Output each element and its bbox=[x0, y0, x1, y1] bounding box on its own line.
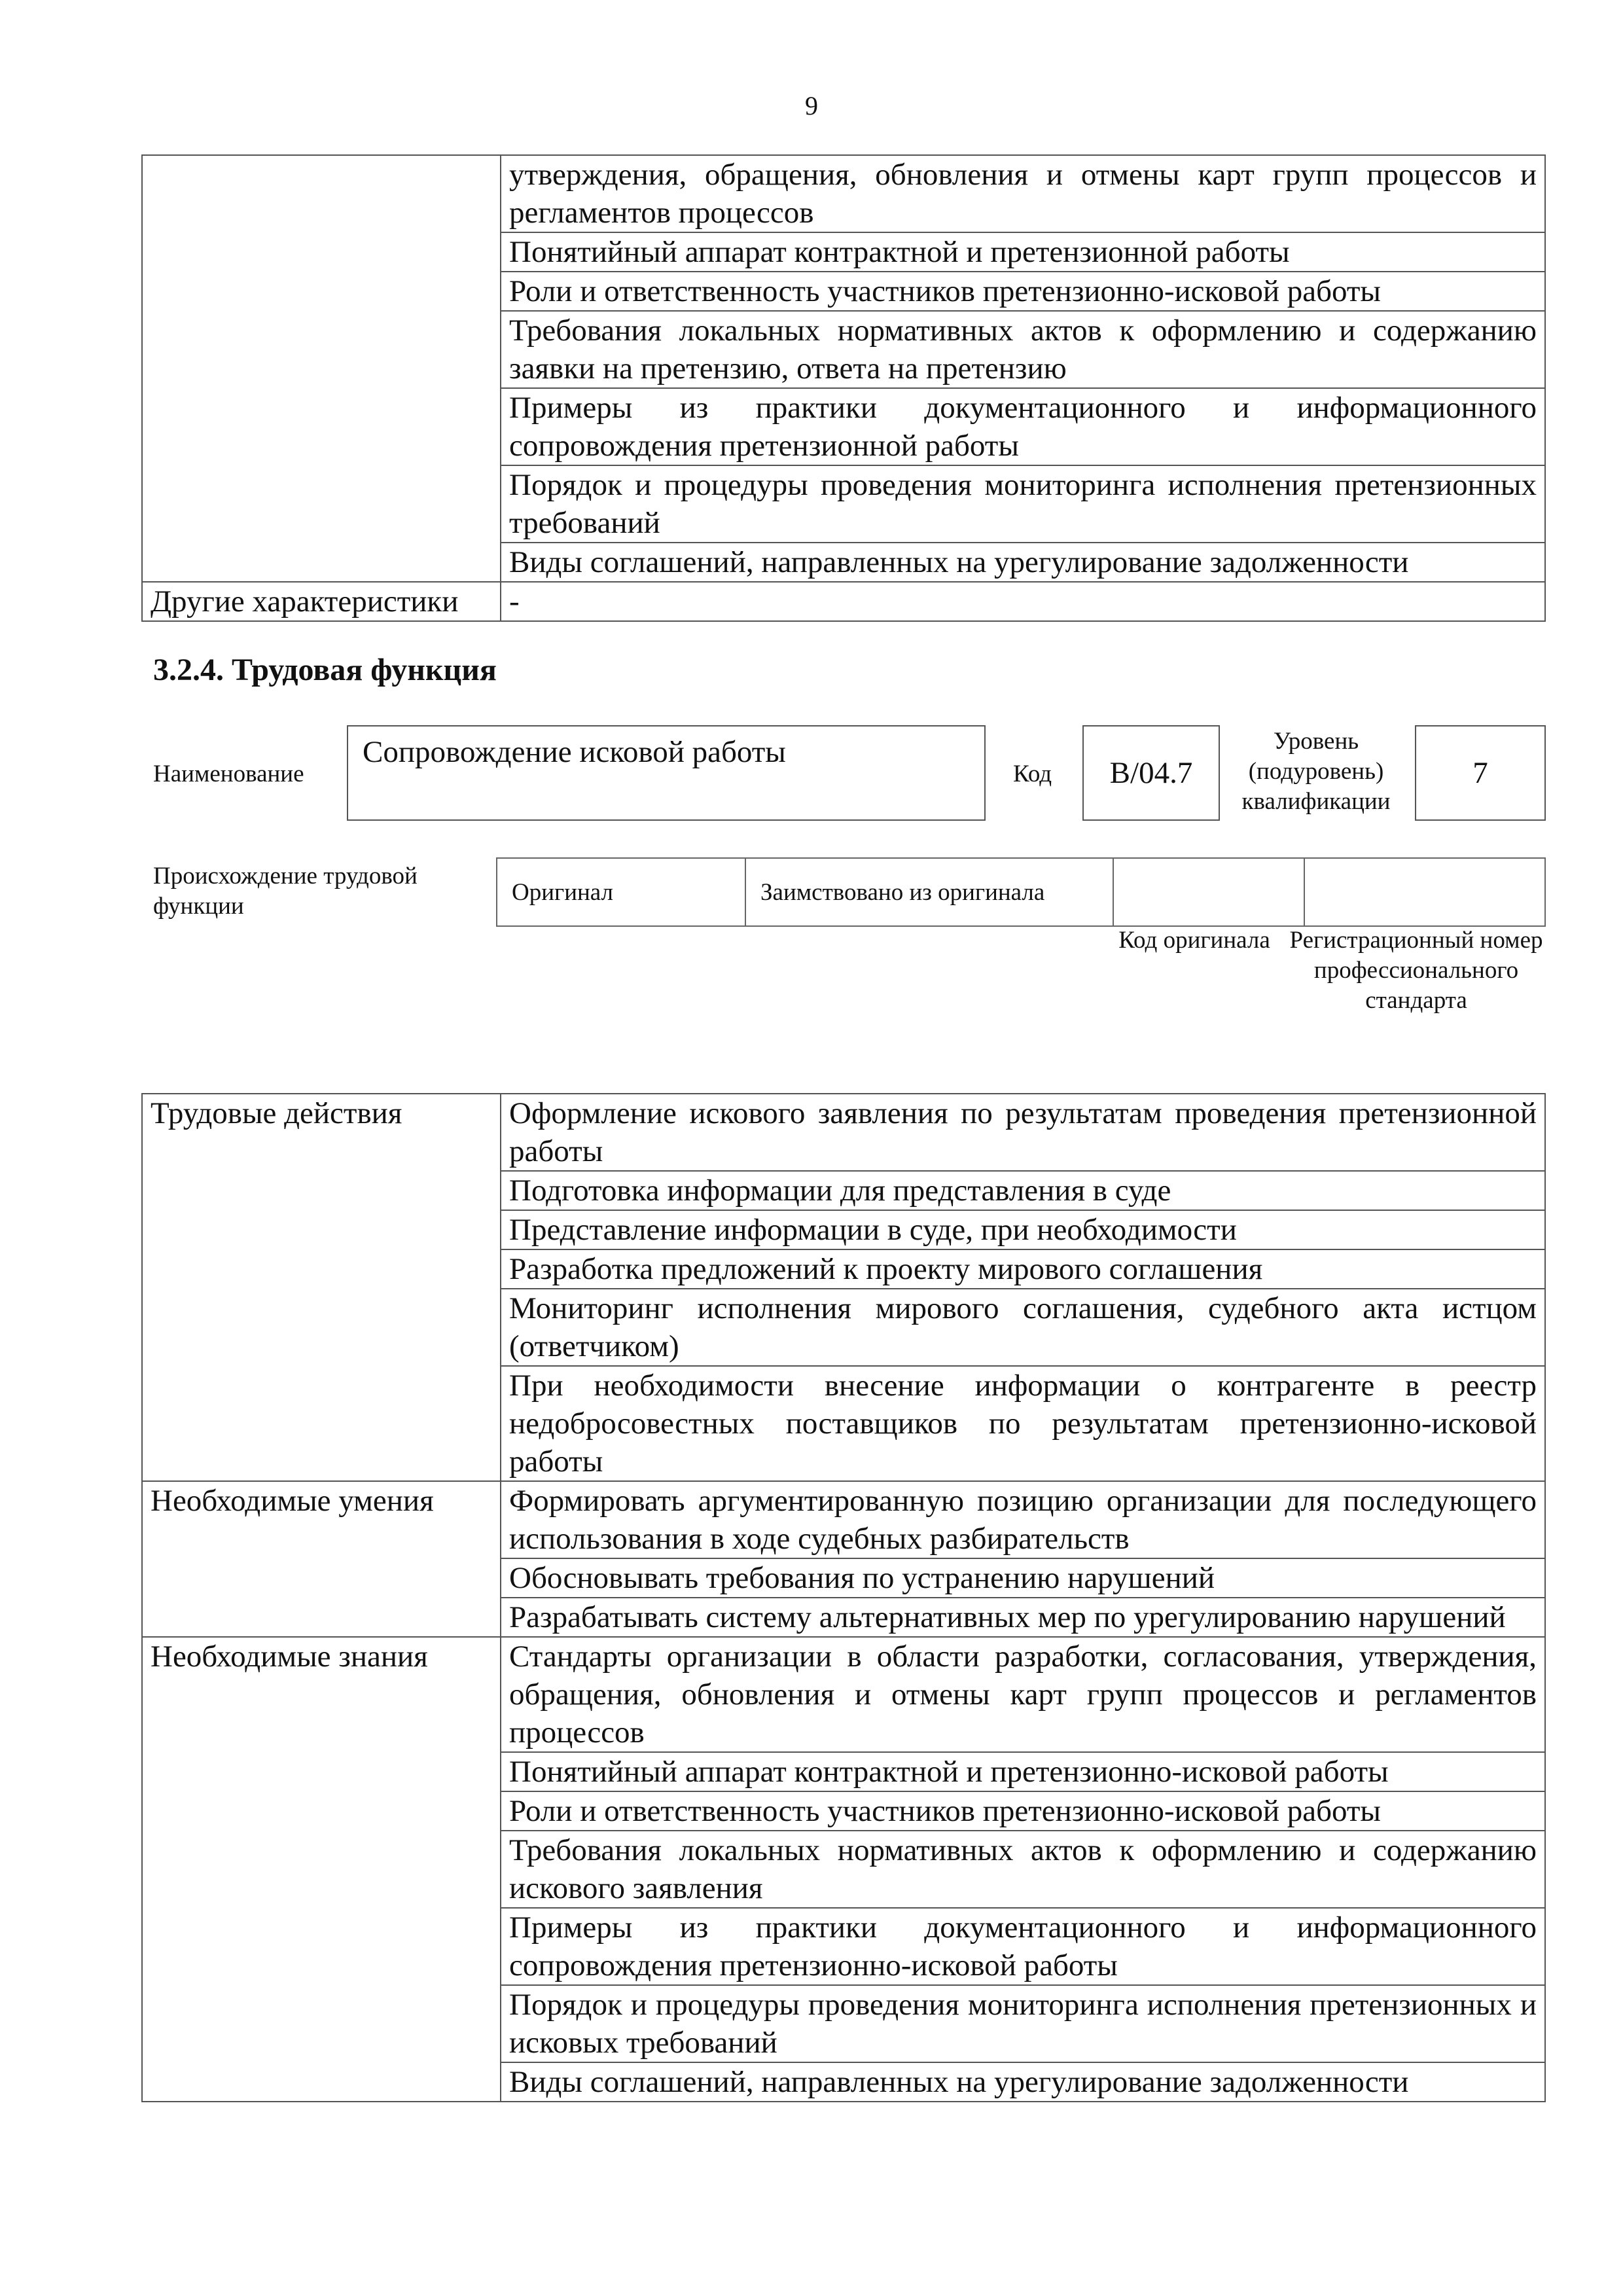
row-item: утверждения, обращения, обновления и отмены карт групп процессов и регламентов процессов bbox=[501, 155, 1545, 232]
origin-label: Происхождение трудовой функции bbox=[153, 863, 418, 920]
row-item: Роли и ответственность участников претензионно-исковой работы bbox=[501, 1791, 1545, 1831]
origin-reg-cell bbox=[1304, 858, 1545, 926]
row-item: Оформление искового заявления по результатам проведения претензионной работы bbox=[501, 1094, 1545, 1171]
section-title: 3.2.4. Трудовая функция bbox=[153, 653, 497, 687]
table-row bbox=[142, 155, 1545, 232]
row-label: Необходимые знания bbox=[142, 1637, 501, 2102]
table-row bbox=[142, 1094, 1545, 1171]
row-item: Примеры из практики документационного и информационного сопровождения претензионной работы bbox=[501, 388, 1545, 465]
row-label: Трудовые действия bbox=[142, 1094, 501, 1481]
row-item: Роли и ответственность участников претензионно-исковой работы bbox=[501, 272, 1545, 311]
row-item: Порядок и процедуры проведения мониторинга исполнения претензионных требований bbox=[501, 465, 1545, 543]
origin-reg-caption: Регистрационный номер профессионального стандарта bbox=[1289, 927, 1543, 1014]
function-code-box bbox=[1082, 725, 1220, 821]
continued-knowledge-table bbox=[141, 154, 1546, 622]
table-row bbox=[142, 1481, 1545, 1558]
row-item: Стандарты организации в области разработки, согласования, утверждения, обращения, обновления и отмены карт групп процессов и регламентов процессов bbox=[501, 1637, 1545, 1752]
row-label: Необходимые умения bbox=[142, 1481, 501, 1637]
name-label: Наименование bbox=[153, 761, 304, 787]
row-item: Подготовка информации для представления в суде bbox=[501, 1171, 1545, 1210]
row-item: Примеры из практики документационного и информационного сопровождения претензионно-исковой работы bbox=[501, 1908, 1545, 1985]
origin-original-cell: Оригинал bbox=[497, 858, 745, 926]
row-item: При необходимости внесение информации о контрагенте в реестр недобросовестных поставщиков по результатам претензионно-исковой работы bbox=[501, 1366, 1545, 1481]
row-item: Представление информации в суде, при необходимости bbox=[501, 1210, 1545, 1249]
row-item: Мониторинг исполнения мирового соглашения, судебного акта истцом (ответчиком) bbox=[501, 1289, 1545, 1366]
level-box bbox=[1415, 725, 1546, 821]
function-name-box bbox=[347, 725, 986, 821]
row-item: - bbox=[501, 582, 1545, 621]
row-item: Формировать аргументированную позицию организации для последующего использования в ходе судебных разбирательств bbox=[501, 1481, 1545, 1558]
row-item: Требования локальных нормативных актов к оформлению и содержанию заявки на претензию, ответа на претензию bbox=[501, 311, 1545, 388]
origin-code-caption: Код оригинала bbox=[1118, 927, 1270, 954]
function-code-value: B/04.7 bbox=[1109, 756, 1193, 790]
row-item: Разрабатывать систему альтернативных мер по урегулированию нарушений bbox=[501, 1598, 1545, 1637]
table-row bbox=[142, 1637, 1545, 1752]
row-item: Понятийный аппарат контрактной и претензионной работы bbox=[501, 232, 1545, 272]
origin-code-cell bbox=[1113, 858, 1304, 926]
row-item: Виды соглашений, направленных на урегулирование задолженности bbox=[501, 543, 1545, 582]
code-label: Код bbox=[1013, 761, 1052, 787]
row-item: Виды соглашений, направленных на урегулирование задолженности bbox=[501, 2062, 1545, 2102]
row-label: Другие характеристики bbox=[142, 582, 501, 621]
level-value: 7 bbox=[1472, 756, 1488, 790]
row-label bbox=[142, 155, 501, 582]
level-label: Уровень (подуровень) квалификации bbox=[1241, 728, 1391, 815]
function-name-value: Сопровождение исковой работы bbox=[363, 735, 786, 769]
row-item: Требования локальных нормативных актов к оформлению и содержанию искового заявления bbox=[501, 1831, 1545, 1908]
origin-borrowed-cell: Заимствовано из оригинала bbox=[745, 858, 1113, 926]
row-item: Порядок и процедуры проведения мониторинга исполнения претензионных и исковых требований bbox=[501, 1985, 1545, 2062]
origin-table bbox=[496, 857, 1546, 927]
function-details-table bbox=[141, 1093, 1546, 2102]
page-number: 9 bbox=[805, 91, 818, 120]
row-item: Разработка предложений к проекту мирового соглашения bbox=[501, 1249, 1545, 1289]
row-item: Обосновывать требования по устранению нарушений bbox=[501, 1558, 1545, 1598]
table-row bbox=[142, 582, 1545, 621]
row-item: Понятийный аппарат контрактной и претензионно-исковой работы bbox=[501, 1752, 1545, 1791]
